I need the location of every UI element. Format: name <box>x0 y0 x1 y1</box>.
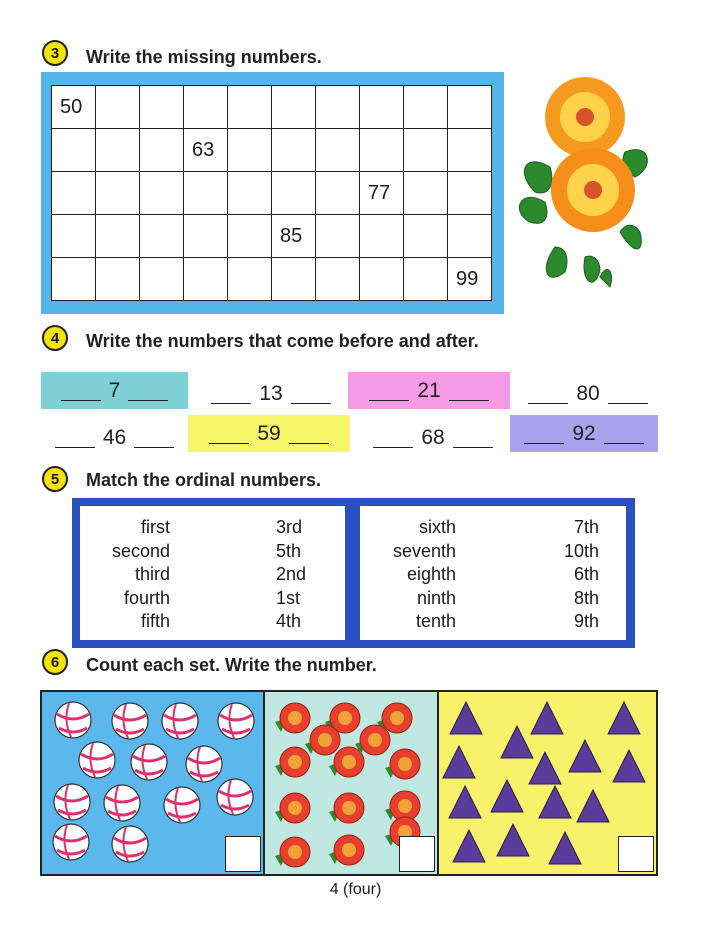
ordinal-number: 4th <box>276 611 302 631</box>
grid-cell-blank[interactable] <box>316 129 360 172</box>
ordinal-number: 5th <box>276 540 302 561</box>
triangle-icon <box>443 746 475 778</box>
after-blank[interactable] <box>291 383 331 404</box>
section-4-badge: 4 <box>42 325 68 351</box>
grid-cell-blank[interactable] <box>272 258 316 301</box>
count-sets-frame <box>40 690 658 876</box>
volleyball-icon <box>104 785 140 821</box>
given-number: 7 <box>108 378 121 402</box>
grid-cell-blank[interactable] <box>272 86 316 129</box>
volleyball-icon <box>53 824 89 860</box>
volleyball-set <box>42 692 265 874</box>
grid-cell-blank[interactable] <box>52 172 96 215</box>
volleyball-icon <box>164 787 200 823</box>
before-after-item <box>358 419 508 456</box>
grid-cell-blank[interactable] <box>52 129 96 172</box>
given-number: 13 <box>259 381 283 405</box>
triangle-answer-box[interactable] <box>618 836 654 872</box>
triangle-icon <box>449 786 481 818</box>
after-blank[interactable] <box>453 427 493 448</box>
after-blank[interactable] <box>449 380 489 401</box>
section-5-heading: Match the ordinal numbers. <box>86 470 322 490</box>
grid-cell-blank[interactable] <box>184 215 228 258</box>
grid-cell-filled: 77 <box>360 172 404 215</box>
flower-set <box>265 692 439 874</box>
ordinal-number: 8th <box>573 587 599 608</box>
grid-cell-blank[interactable] <box>184 86 228 129</box>
ordinal-word: seventh <box>392 540 456 561</box>
grid-cell-blank[interactable] <box>52 258 96 301</box>
grid-cell-blank[interactable] <box>404 86 448 129</box>
red-flower-icon <box>329 835 364 865</box>
section-3-badge: 3 <box>42 40 68 66</box>
grid-cell-blank[interactable] <box>404 215 448 258</box>
ordinal-numbers-left <box>276 516 306 634</box>
grid-cell-blank[interactable] <box>228 86 272 129</box>
grid-cell-blank[interactable] <box>272 172 316 215</box>
volleyball-icon <box>186 746 222 782</box>
before-after-item <box>41 419 188 456</box>
grid-cell-blank[interactable] <box>228 172 272 215</box>
triangle-icon <box>531 702 563 734</box>
triangle-icon <box>613 750 645 782</box>
red-flower-icon <box>275 703 310 733</box>
triangle-icon <box>450 702 482 734</box>
given-number: 68 <box>421 425 445 449</box>
grid-cell-blank[interactable] <box>360 215 404 258</box>
grid-cell-blank[interactable] <box>404 129 448 172</box>
ordinal-words-left <box>112 516 170 634</box>
ordinal-panel-left <box>80 506 345 640</box>
triangle-icon <box>549 832 581 864</box>
ordinal-word: third <box>134 564 170 584</box>
grid-cell-blank[interactable] <box>96 172 140 215</box>
grid-cell-filled: 63 <box>184 129 228 172</box>
grid-cell-blank[interactable] <box>316 86 360 129</box>
ordinal-number: 2nd <box>276 564 307 584</box>
ordinal-word: ninth <box>416 587 456 608</box>
grid-cell-blank[interactable] <box>316 215 360 258</box>
grid-cell-filled: 99 <box>448 258 492 301</box>
before-after-item <box>197 375 345 412</box>
ordinal-word: fifth <box>140 611 170 631</box>
grid-cell-blank[interactable] <box>360 86 404 129</box>
ordinal-number: 3rd <box>276 517 303 537</box>
before-after-item <box>41 372 188 409</box>
volleyball-icon <box>131 744 167 780</box>
volleyball-icon <box>55 702 91 738</box>
section-4-heading: Write the numbers that come before and after. <box>86 331 479 351</box>
volleyball-icon <box>162 703 198 739</box>
grid-cell-blank[interactable] <box>140 129 184 172</box>
grid-cell-blank[interactable] <box>228 129 272 172</box>
ordinal-number: 1st <box>276 587 301 608</box>
given-number: 46 <box>102 425 127 449</box>
ordinal-word: second <box>111 540 170 561</box>
before-after-item <box>348 372 510 409</box>
before-after-item <box>518 375 658 412</box>
grid-cell-blank[interactable] <box>96 86 140 129</box>
given-number: 80 <box>576 381 600 405</box>
ordinal-number: 10th <box>563 540 599 561</box>
volleyball-icon <box>218 703 254 739</box>
given-number: 59 <box>257 421 281 445</box>
grid-cell-blank[interactable] <box>96 258 140 301</box>
grid-cell-blank[interactable] <box>228 215 272 258</box>
volleyball-icon <box>112 703 148 739</box>
given-number: 92 <box>572 421 596 445</box>
triangle-icon <box>491 780 523 812</box>
grid-cell-blank[interactable] <box>448 86 492 129</box>
before-blank[interactable] <box>373 427 413 448</box>
ordinal-number: 6th <box>573 564 599 584</box>
grid-cell-blank[interactable] <box>404 258 448 301</box>
missing-numbers-grid <box>51 85 492 301</box>
flower-answer-box[interactable] <box>399 836 435 872</box>
before-blank[interactable] <box>524 423 564 444</box>
grid-cell-blank[interactable] <box>52 215 96 258</box>
before-blank[interactable] <box>61 380 101 401</box>
volleyball-icon <box>54 784 90 820</box>
before-blank[interactable] <box>369 380 409 401</box>
triangle-set <box>439 692 656 874</box>
ordinal-word: first <box>141 517 170 537</box>
volleyball-icon <box>217 779 253 815</box>
grid-cell-blank[interactable] <box>360 258 404 301</box>
triangle-icon <box>577 790 609 822</box>
missing-numbers-frame <box>41 72 504 314</box>
triangle-icon <box>453 830 485 862</box>
section-6-heading: Count each set. Write the number. <box>86 655 377 675</box>
ordinal-word: fourth <box>123 587 170 608</box>
page-number: 4 (four) <box>329 881 382 898</box>
grid-cell-blank[interactable] <box>448 215 492 258</box>
ordinal-word: eighth <box>406 564 456 584</box>
grid-cell-blank[interactable] <box>96 129 140 172</box>
red-flower-icon <box>385 791 420 821</box>
red-flower-icon <box>355 725 390 755</box>
section-6-badge: 6 <box>42 649 68 675</box>
grid-cell-blank[interactable] <box>184 172 228 215</box>
triangle-icon <box>608 702 640 734</box>
before-blank[interactable] <box>528 383 568 404</box>
grid-cell-blank[interactable] <box>140 258 184 301</box>
grid-cell-blank[interactable] <box>316 258 360 301</box>
before-after-item <box>188 415 350 452</box>
red-flower-icon <box>329 793 364 823</box>
after-blank[interactable] <box>608 383 648 404</box>
after-blank[interactable] <box>134 427 174 448</box>
grid-cell-blank[interactable] <box>404 172 448 215</box>
ordinal-words-right <box>393 516 456 634</box>
volleyball-answer-box[interactable] <box>225 836 261 872</box>
grid-cell-blank[interactable] <box>272 129 316 172</box>
grid-cell-blank[interactable] <box>96 215 140 258</box>
red-flower-icon <box>385 749 420 779</box>
ordinal-number: 7th <box>573 517 599 537</box>
given-number: 21 <box>417 378 441 402</box>
triangle-icon <box>501 726 533 758</box>
after-blank[interactable] <box>604 423 644 444</box>
ordinal-word: sixth <box>418 517 456 537</box>
triangle-icon <box>539 786 571 818</box>
volleyball-icon <box>112 826 148 862</box>
volleyball-icon <box>79 742 115 778</box>
triangle-icon <box>529 752 561 784</box>
section-3-heading: Write the missing numbers. <box>86 47 322 67</box>
ordinal-panel-right <box>360 506 626 640</box>
ordinal-match-frame <box>72 498 635 648</box>
grid-cell-blank[interactable] <box>316 172 360 215</box>
red-flower-icon <box>275 793 310 823</box>
grid-cell-blank[interactable] <box>448 129 492 172</box>
red-flower-icon <box>275 747 310 777</box>
ordinal-number: 9th <box>573 611 599 631</box>
grid-cell-blank[interactable] <box>184 258 228 301</box>
ordinal-word: tenth <box>415 611 456 631</box>
flower-illustration <box>515 72 655 297</box>
triangle-icon <box>569 740 601 772</box>
red-flower-icon <box>275 837 310 867</box>
grid-cell-filled: 50 <box>52 86 96 129</box>
before-blank[interactable] <box>211 383 251 404</box>
before-after-item <box>510 415 658 452</box>
section-5-badge: 5 <box>42 466 68 492</box>
ordinal-numbers-right <box>564 516 599 634</box>
grid-cell-blank[interactable] <box>448 172 492 215</box>
triangle-icon <box>497 824 529 856</box>
grid-cell-filled: 85 <box>272 215 316 258</box>
after-blank[interactable] <box>289 423 329 444</box>
grid-cell-blank[interactable] <box>360 129 404 172</box>
grid-cell-blank[interactable] <box>140 215 184 258</box>
grid-cell-blank[interactable] <box>140 86 184 129</box>
grid-cell-blank[interactable] <box>140 172 184 215</box>
before-blank[interactable] <box>209 423 249 444</box>
red-flower-icon <box>305 725 340 755</box>
before-blank[interactable] <box>55 427 95 448</box>
grid-cell-blank[interactable] <box>228 258 272 301</box>
after-blank[interactable] <box>128 380 168 401</box>
